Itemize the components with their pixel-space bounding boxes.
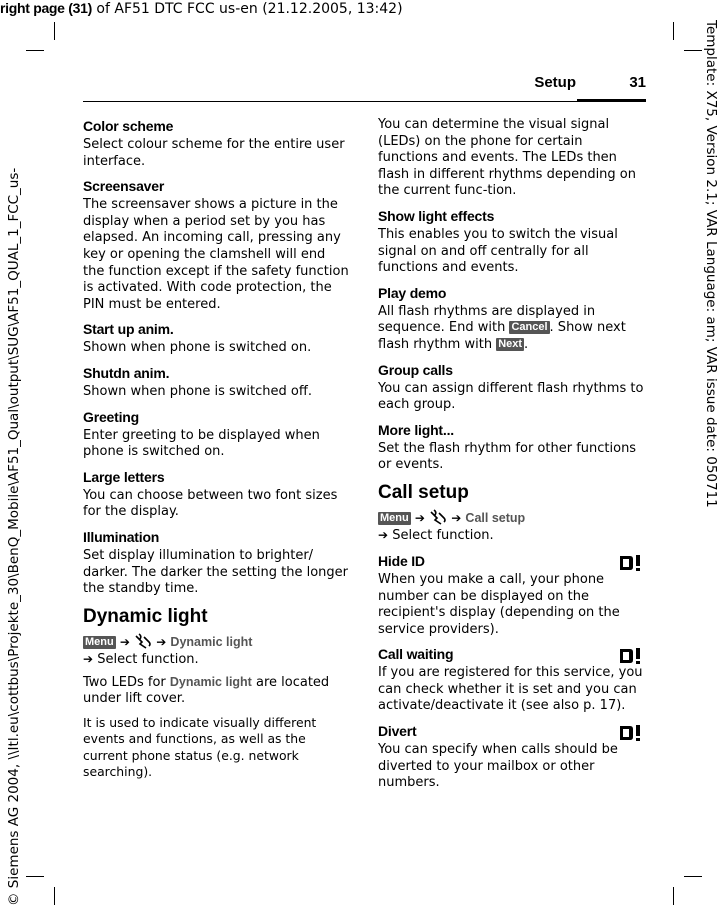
text-segment: Two LEDs for	[83, 674, 170, 690]
text-visual-signal-intro: You can determine the visual signal (LEDs) on the phone for certain functions and events. The LEDs then flash in different rhythms depending on the current func-tion.	[378, 117, 637, 199]
text-greeting: Enter greeting to be displayed when phone is switched on.	[83, 427, 320, 460]
crop-mark	[26, 50, 44, 51]
crop-mark	[54, 887, 55, 905]
heading-show-light-effects: Show light effects	[378, 207, 495, 224]
path-call-setup: Call setup	[465, 510, 526, 525]
heading-large-letters: Large letters	[83, 468, 165, 485]
heading-play-demo: Play demo	[378, 284, 447, 301]
page-info-bold: right page (31)	[0, 0, 92, 16]
text-group-calls: You can assign different flash rhythms to each group.	[378, 380, 644, 413]
page-number: 31	[629, 74, 646, 91]
page-title: Setup	[534, 74, 576, 91]
crop-mark	[26, 876, 44, 877]
heading-divert: Divert	[378, 723, 417, 740]
text-segment: are located under lift cover.	[83, 674, 330, 707]
crop-mark	[673, 887, 674, 905]
crop-mark	[673, 22, 674, 40]
arrow-icon: ➔	[451, 510, 462, 525]
text-more-light: Set the flash rhythm for other functions or events.	[378, 440, 637, 473]
heading-call-waiting: Call waiting	[378, 646, 454, 663]
menu-path-call-setup	[378, 509, 646, 527]
path-dynamic-light: Dynamic light	[170, 634, 253, 649]
heading-shutdn-anim: Shutdn anim.	[83, 364, 170, 381]
text-divert: You can specify when calls should be diverted to your mailbox or other numbers.	[378, 742, 618, 791]
header-rule-thick	[577, 99, 646, 102]
text-dynamic-light-leds	[83, 674, 349, 708]
right-column	[378, 117, 646, 799]
select-function-line	[378, 527, 646, 544]
heading-color-scheme: Color scheme	[83, 118, 174, 134]
text-screensaver: The screensaver shows a picture in the display when a period set by you has elapsed. An incoming call, pressing any key or opening the clamshell will end the function except if the safety function is activated. With code protection, the PIN must be entered.	[83, 197, 349, 312]
page-info-rest: of AF51 DTC FCC us-en (21.12.2005, 13:42)	[91, 1, 403, 17]
text-segment: All flash rhythms are displayed in sequence. End with	[378, 303, 596, 336]
text-shutdn-anim: Shown when phone is switched off.	[83, 383, 312, 399]
cancel-key: Cancel	[511, 321, 548, 334]
text-show-light-effects: This enables you to switch the visual signal on and off centrally for all functions and events.	[378, 226, 618, 276]
header-rule	[83, 101, 646, 102]
heading-group-calls: Group calls	[378, 361, 453, 378]
heading-screensaver: Screensaver	[83, 178, 165, 195]
section-title-call-setup: Call setup	[378, 481, 469, 503]
text-hide-id: When you make a call, your phone number can be displayed on the recipient's display (depending on the service providers).	[378, 571, 620, 637]
next-key: Next	[498, 337, 523, 350]
text-start-up-anim: Shown when phone is switched on.	[83, 340, 312, 356]
select-function-text: Select function.	[392, 527, 494, 543]
entry-divert	[378, 722, 646, 792]
tools-icon	[429, 509, 447, 525]
select-function-text: Select function.	[97, 651, 199, 667]
operator-service-icon	[618, 724, 642, 742]
heading-more-light: More light...	[378, 421, 454, 438]
page-info-bar	[0, 0, 403, 17]
text-call-waiting: If you are registered for this service, you can check whether it is set and you can activate/deactivate it (see also p. 17).	[378, 665, 643, 714]
left-column	[83, 117, 349, 788]
copyright-path: © Siemens AG 2004, \\Itl.eu\cottbus\Projekte_30\BenQ_Mobile\AF51_Qual\output\SUG\AF51_QUAL_1_FCC_us-	[6, 167, 22, 906]
entry-hide-id	[378, 552, 646, 638]
arrow-icon: ➔	[119, 634, 130, 649]
text-large-letters: You can choose between two font sizes for the display.	[83, 487, 338, 520]
tools-icon	[134, 633, 152, 649]
heading-greeting: Greeting	[83, 408, 139, 425]
arrow-icon: ➔	[156, 634, 167, 649]
menu-key: Menu	[85, 635, 114, 648]
select-function-line	[83, 651, 349, 668]
template-info: Template: X75, Version 2.1; VAR Language: am; VAR issue date: 050711	[703, 20, 719, 508]
crop-mark	[54, 22, 55, 40]
menu-key: Menu	[380, 511, 409, 524]
text-dynamic-light-usage: It is used to indicate visually different events and functions, as well as the current phone status (e.g. network searching).	[83, 714, 317, 780]
text-illumination: Set display illumination to brighter/ darker. The darker the setting the longer the standby time.	[83, 547, 348, 597]
operator-service-icon	[618, 647, 642, 665]
text-segment: .	[524, 336, 529, 352]
menu-path-dynamic-light	[83, 633, 349, 651]
text-play-demo	[378, 304, 646, 354]
arrow-icon: ➔	[83, 651, 94, 666]
entry-call-waiting	[378, 645, 646, 715]
heading-illumination: Illumination	[83, 528, 160, 545]
operator-service-icon	[618, 554, 642, 572]
section-title-dynamic-light: Dynamic light	[83, 605, 208, 627]
heading-hide-id: Hide ID	[378, 552, 425, 569]
text-color-scheme: Select colour scheme for the entire user interface.	[83, 137, 345, 169]
inline-dynamic-light: Dynamic light	[169, 674, 252, 689]
text-segment: . Show next flash rhythm with	[378, 320, 626, 352]
arrow-icon: ➔	[378, 527, 389, 542]
arrow-icon: ➔	[414, 510, 425, 525]
heading-start-up-anim: Start up anim.	[83, 321, 174, 338]
